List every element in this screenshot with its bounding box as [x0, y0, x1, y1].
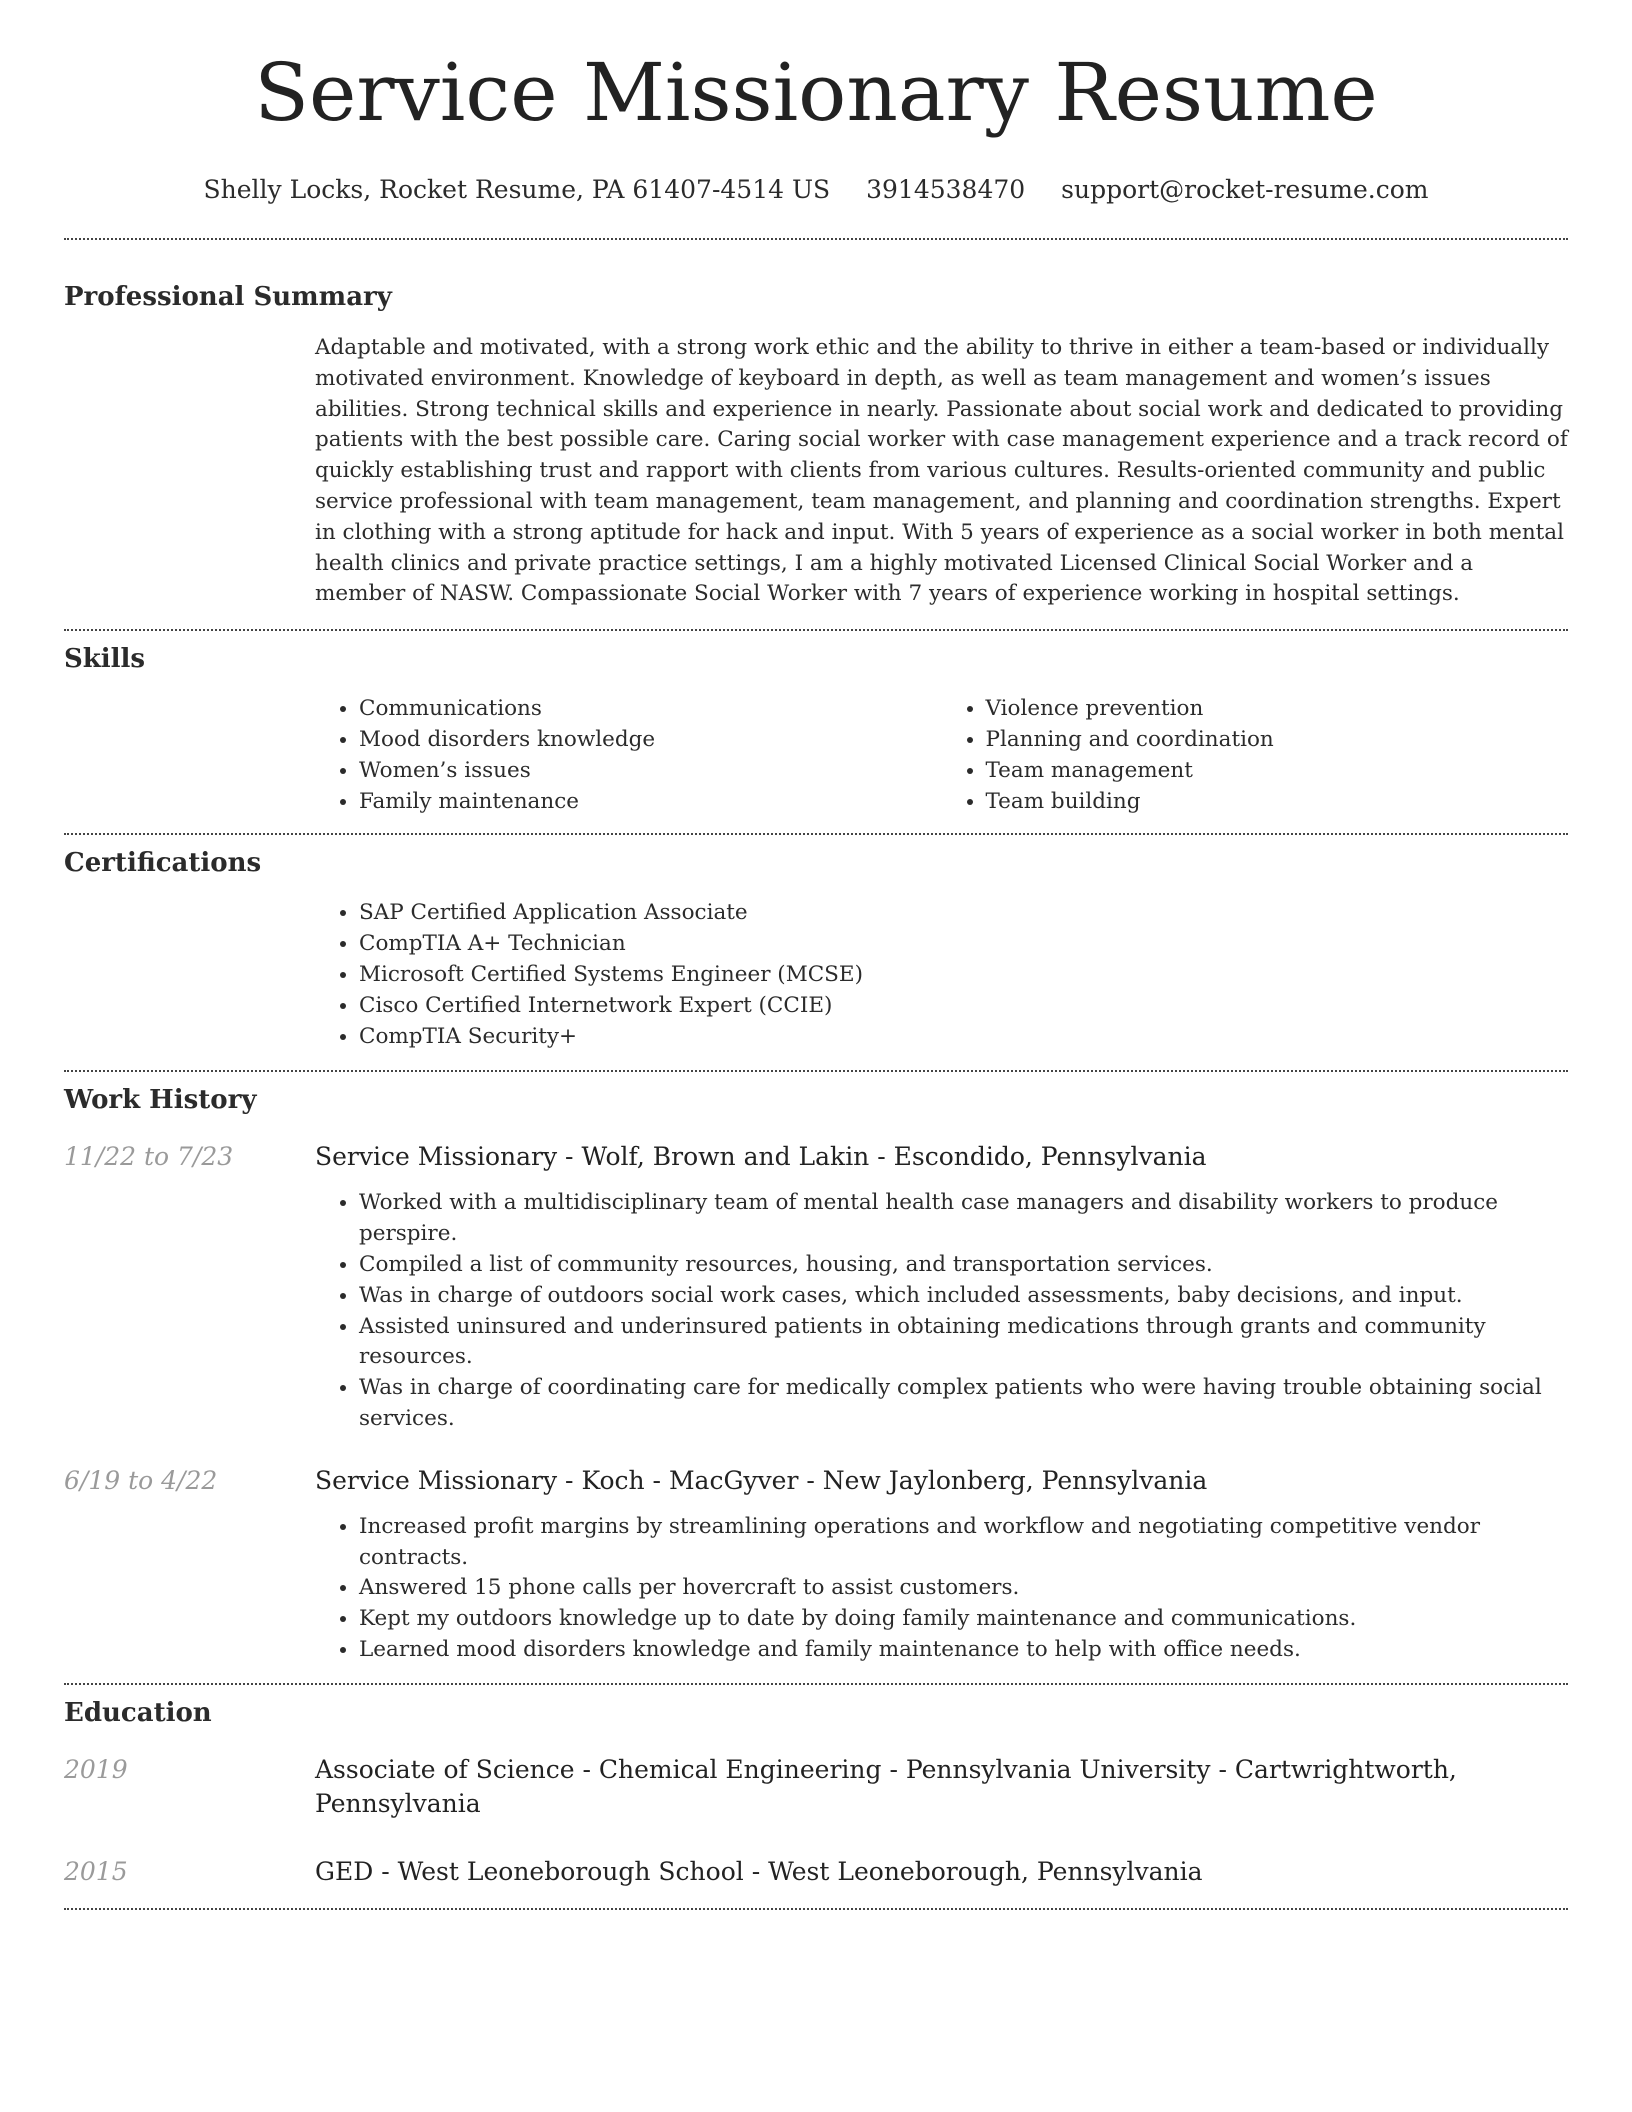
job-bullet: • Learned mood disorders knowledge and family maintenance to help with office needs.: [359, 1635, 1568, 1666]
skill-item: • Team management: [986, 756, 1569, 787]
skill-item: • Family maintenance: [359, 787, 942, 818]
skill-item: • Violence prevention: [986, 694, 1569, 725]
job-bullet: • Compiled a list of community resources, housing, and transportation services.: [359, 1250, 1568, 1281]
skill-item: • Communications: [359, 694, 942, 725]
divider: [64, 1070, 1568, 1072]
job-bullet: • Was in charge of outdoors social work cases, which included assessments, baby decisions, and input.: [359, 1281, 1568, 1312]
job-entry: [64, 1464, 1568, 1498]
job-details: [315, 1512, 1568, 1666]
skill-item: • Women’s issues: [359, 756, 942, 787]
job-bullet: • Answered 15 phone calls per hovercraft to assist customers.: [359, 1573, 1568, 1604]
certifications-list: [315, 898, 1568, 1052]
contact-line: [64, 170, 1568, 210]
education-title: GED - West Leoneborough School - West Leoneborough, Pennsylvania: [315, 1856, 1203, 1886]
education-title: Associate of Science - Chemical Engineering - Pennsylvania University - Cartwrightworth, Pennsylvania: [315, 1754, 1457, 1818]
summary-text: Adaptable and motivated, with a strong work ethic and the ability to thrive in either a team-based or individually motivated environment. Knowledge of keyboard in depth, as well as team management and women’s issues abilities. Strong technical skills and experience in nearly. Passionate about social work and dedicated to providing patients with the best possible care. Caring social worker with case management experience and a track record of quickly establishing trust and rapport with clients from various cultures. Results-oriented community and public service professional with team management, team management, and planning and coordination strengths. Expert in clothing with a strong aptitude for hack and input. With 5 years of experience as a social worker in both mental health clinics and private practice settings, I am a highly motivated Licensed Clinical Social Worker and a member of NASW. Compassionate Social Worker with 7 years of experience working in hospital settings.: [315, 335, 1568, 607]
divider: [64, 1683, 1568, 1685]
skill-item: • Team building: [986, 787, 1569, 818]
job-dates: 6/19 to 4/22: [64, 1465, 218, 1495]
job-title: Service Missionary - Wolf, Brown and Lakin - Escondido, Pennsylvania: [315, 1142, 1207, 1172]
job-bullet: • Assisted uninsured and underinsured patients in obtaining medications through grants and community resources.: [359, 1312, 1568, 1374]
resume-page: [64, 0, 1568, 1910]
job-entry: [64, 1140, 1568, 1174]
job-bullet: • Increased profit margins by streamlining operations and workflow and negotiating competitive vendor contracts.: [359, 1512, 1568, 1574]
divider: [64, 1908, 1568, 1910]
contact-address: Shelly Locks, Rocket Resume, PA 61407-4514 US: [203, 175, 831, 204]
job-bullet: • Worked with a multidisciplinary team of mental health case managers and disability workers to produce perspire.: [359, 1188, 1568, 1250]
education-year: 2015: [64, 1856, 128, 1886]
skills-heading: Skills: [64, 644, 146, 675]
certifications-heading: Certifications: [64, 848, 262, 879]
summary-section: [315, 333, 1568, 610]
resume-title: Service Missionary Resume: [254, 46, 1378, 139]
job-dates: 11/22 to 7/23: [64, 1142, 234, 1172]
divider: [64, 629, 1568, 631]
skills-left-list: [315, 694, 942, 817]
job-bullets: [315, 1512, 1568, 1666]
education-year: 2019: [64, 1754, 128, 1784]
education-entry: [64, 1753, 1568, 1821]
work-history-heading: Work History: [64, 1085, 257, 1116]
job-bullet: • Was in charge of coordinating care for medically complex patients who were having trouble obtaining social services.: [359, 1373, 1568, 1435]
certification-item: • SAP Certified Application Associate: [359, 898, 1568, 929]
certifications-section: [315, 898, 1568, 1052]
job-details: [315, 1188, 1568, 1434]
education-heading: Education: [64, 1697, 212, 1728]
certification-item: • Microsoft Certified Systems Engineer (MCSE): [359, 960, 1568, 991]
job-bullets: [315, 1188, 1568, 1434]
skills-right-list: [942, 694, 1569, 817]
certification-item: • CompTIA A+ Technician: [359, 929, 1568, 960]
contact-phone: 3914538470: [866, 175, 1026, 204]
job-title: Service Missionary - Koch - MacGyver - New Jaylonberg, Pennsylvania: [315, 1465, 1208, 1495]
skills-section: [315, 694, 1568, 817]
certification-item: • Cisco Certified Internetwork Expert (CCIE): [359, 991, 1568, 1022]
education-entry: [64, 1855, 1568, 1889]
certification-item: • CompTIA Security+: [359, 1022, 1568, 1053]
skill-item: • Mood disorders knowledge: [359, 725, 942, 756]
divider: [64, 833, 1568, 835]
summary-heading: Professional Summary: [64, 282, 392, 312]
job-bullet: • Kept my outdoors knowledge up to date by doing family maintenance and communications.: [359, 1604, 1568, 1635]
divider: [64, 238, 1568, 240]
skill-item: • Planning and coordination: [986, 725, 1569, 756]
contact-email: support@rocket-resume.com: [1061, 175, 1429, 204]
